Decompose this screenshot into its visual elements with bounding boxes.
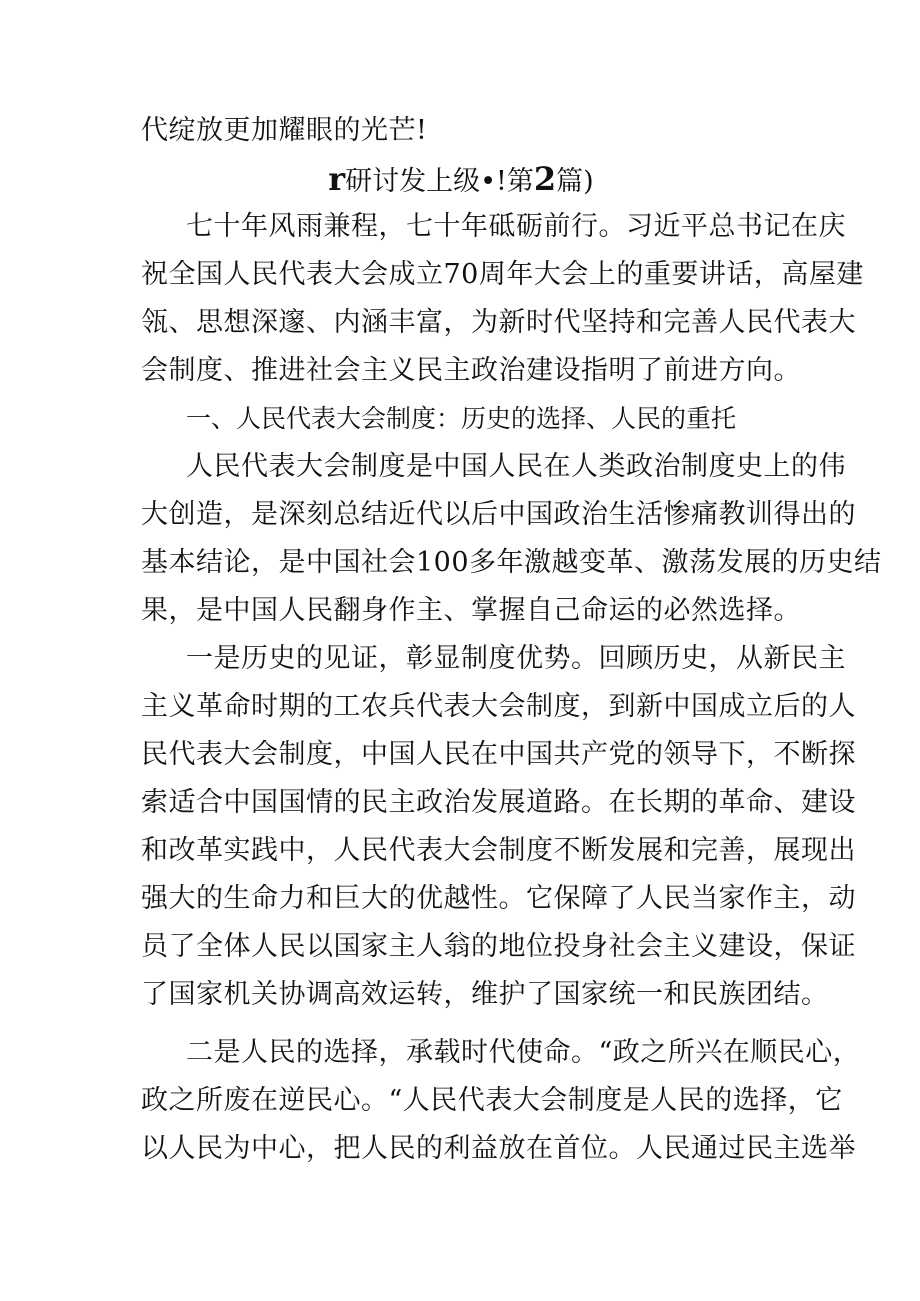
paragraph-line: 强大的生命力和巨大的优越性。它保障了人民当家作主，动 — [141, 883, 856, 914]
paragraph-line: 一是历史的见证，彰显制度优势。回顾历史，从新民主 — [186, 643, 846, 674]
paragraph-line: 民代表大会制度，中国人民在中国共产党的领导下，不断探 — [141, 739, 856, 770]
paragraph-line: 果，是中国人民翻身作主、掌握自己命运的必然选择。 — [141, 595, 801, 626]
paragraph-line: 二是人民的选择，承载时代使命。“政之所兴在顺民心， — [186, 1037, 861, 1068]
paragraph-line: 以人民为中心，把人民的利益放在首位。人民通过民主选举 — [141, 1133, 856, 1164]
paragraph-line: 员了全体人民以国家主人翁的地位投身社会主义建设，保证 — [141, 931, 856, 962]
paragraph-line: 了国家机关协调高效运转，维护了国家统一和民族团结。 — [141, 979, 829, 1010]
paragraph-line: 大创造，是深刻总结近代以后中国政治生活惨痛教训得出的 — [141, 499, 856, 530]
paragraph-line: 政之所废在逆民心。“人民代表大会制度是人民的选择，它 — [141, 1085, 843, 1116]
article-heading — [141, 160, 781, 198]
paragraph-line: 索适合中国国情的民主政治发展道路。在长期的革命、建设 — [141, 787, 856, 818]
paragraph-line: 主义革命时期的工农兵代表大会制度，到新中国成立后的人 — [141, 691, 856, 722]
intro-line: 瓴、思想深邃、内涵丰富，为新时代坚持和完善人民代表大 — [141, 307, 856, 338]
heading-middle: 研讨发上级•!第 — [345, 166, 534, 197]
heading-prefix: r — [328, 160, 346, 198]
carryover-line: 代绽放更加耀眼的光芒! — [141, 115, 428, 146]
intro-line: 祝全国人民代表大会成立70周年大会上的重要讲话，高屋建 — [141, 259, 864, 290]
intro-line: 七十年风雨兼程，七十年砥砺前行。习近平总书记在庆 — [186, 211, 846, 242]
paragraph-line: 人民代表大会制度是中国人民在人类政治制度史上的伟 — [186, 451, 846, 482]
paragraph-line: 和改革实践中，人民代表大会制度不断发展和完善，展现出 — [141, 835, 856, 866]
section-heading: 一、人民代表大会制度：历史的选择、人民的重托 — [186, 404, 737, 433]
paragraph-line: 基本结论，是中国社会100多年激越变革、激荡发展的历史结 — [141, 547, 882, 578]
heading-number: 2 — [533, 160, 557, 198]
heading-suffix: 篇) — [556, 166, 594, 197]
intro-line: 会制度、推进社会主义民主政治建设指明了前进方向。 — [141, 355, 801, 386]
